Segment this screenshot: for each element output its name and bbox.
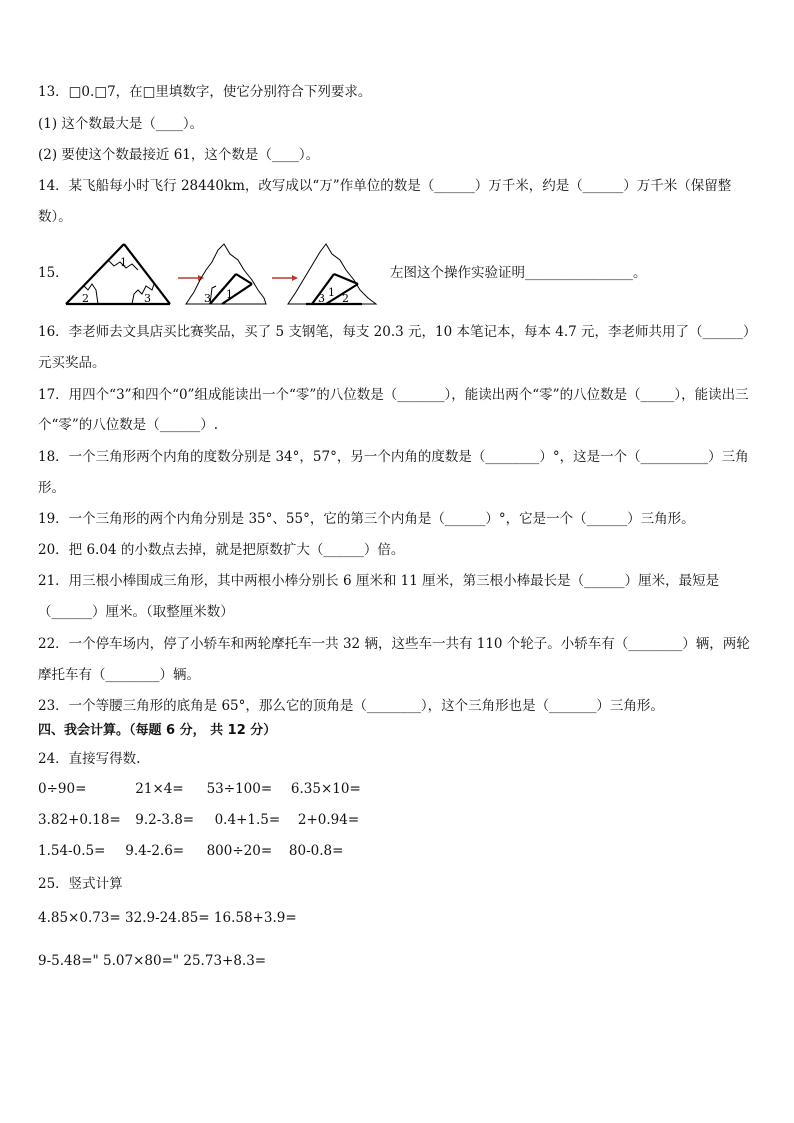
q14-line1: 14．某飞船每小时飞行 28440km，改写成以“万”作单位的数是（______）万千米，约是（______）万千米（保留整 [38, 178, 732, 194]
calc-row [38, 812, 359, 828]
q22-line2: 摩托车有（________）辆。 [38, 667, 200, 683]
fig-label: 2 [342, 292, 349, 305]
calc-item: 80-0.8= [288, 843, 344, 859]
q15-text: 左图这个操作实验证明________________。 [390, 265, 647, 281]
q18-line1: 18．一个三角形两个内角的度数分别是 34°，57°，另一个内角的度数是（________）°，这是一个（__________）三角 [38, 449, 749, 465]
fig-label: 3 [144, 292, 151, 305]
calc-item: 0.4+1.5= [214, 812, 281, 828]
fig-label: 1 [120, 256, 127, 269]
calc-item: 53÷100= [206, 781, 273, 797]
calc-item: 6.35×10= [290, 781, 361, 797]
calc-item: 21×4= [135, 781, 184, 797]
calc-item: 1.54-0.5= [38, 843, 106, 859]
q13-stem: 13．□0.□7，在□里填数字，使它分别符合下列要求。 [38, 84, 372, 100]
calc-row [38, 843, 343, 859]
q19-line1: 19．一个三角形的两个内角分别是 35°、55°，它的第三个内角是（______）°，它是一个（______）三角形。 [38, 511, 695, 527]
fig-label: 1 [226, 288, 233, 301]
fig-label: 2 [82, 292, 89, 305]
triangle-fold-figure [62, 240, 392, 312]
calc-item: 9.2-3.8= [135, 812, 195, 828]
q25-row2: 9-5.48=" 5.07×80=" 25.73+8.3= [38, 953, 267, 969]
q21-line2: （______）厘米。（取整厘米数） [38, 604, 234, 620]
section-heading: 四、我会计算。（每题 6 分， 共 12 分） [38, 723, 277, 738]
fig-label: 3 [204, 292, 211, 305]
q25-row1: 4.85×0.73= 32.9-24.85= 16.58+3.9= [38, 910, 297, 926]
q13-part1: (1) 这个数最大是（____）。 [38, 116, 204, 132]
q21-line1: 21．用三根小棒围成三角形，其中两根小棒分别长 6 厘米和 11 厘米，第三根小棒最长是（______）厘米，最短是 [38, 573, 720, 589]
q14-line2: 数）。 [38, 209, 72, 225]
q25-title: 25．竖式计算 [38, 876, 123, 892]
q22-line1: 22．一个停车场内，停了小轿车和两轮摩托车一共 32 辆，这些车一共有 110 个轮子。小轿车有（________）辆，两轮 [38, 636, 750, 652]
q20-line1: 20．把 6.04 的小数点去掉，就是把原数扩大（______）倍。 [38, 542, 405, 558]
fig-label: 1 [328, 286, 335, 299]
q15-number: 15． [38, 265, 69, 281]
q24-title: 24．直接写得数. [38, 751, 141, 767]
q17-line2: 个“零”的八位数是（______）. [38, 417, 219, 433]
arrow-right-icon [272, 275, 298, 281]
q13-part2: (2) 要使这个数最接近 61，这个数是（____）。 [38, 147, 320, 163]
calc-item: 2+0.94= [297, 812, 360, 828]
calc-item: 0÷90= [38, 781, 87, 797]
q17-line1: 17．用四个“3”和四个“0”组成能读出一个“零”的八位数是（_______），能读出两个“零”的八位数是（_____），能读出三 [38, 387, 749, 403]
calc-item: 9.4-2.6= [125, 843, 185, 859]
calc-item: 800÷20= [206, 843, 273, 859]
q16-line1: 16．李老师去文具店买比赛奖品，买了 5 支钢笔，每支 20.3 元，10 本笔记本，每本 4.7 元，李老师共用了（______） [38, 324, 757, 340]
calc-row [38, 781, 361, 797]
triangle-fold-svg [62, 240, 392, 308]
q18-line2: 形。 [38, 480, 65, 496]
fig-label: 3 [318, 292, 325, 305]
calc-item: 3.82+0.18= [38, 812, 121, 828]
q16-line2: 元买奖品。 [38, 355, 106, 371]
q23-line1: 23．一个等腰三角形的底角是 65°，那么它的顶角是（________），这个三角形也是（_______）三角形。 [38, 698, 664, 714]
